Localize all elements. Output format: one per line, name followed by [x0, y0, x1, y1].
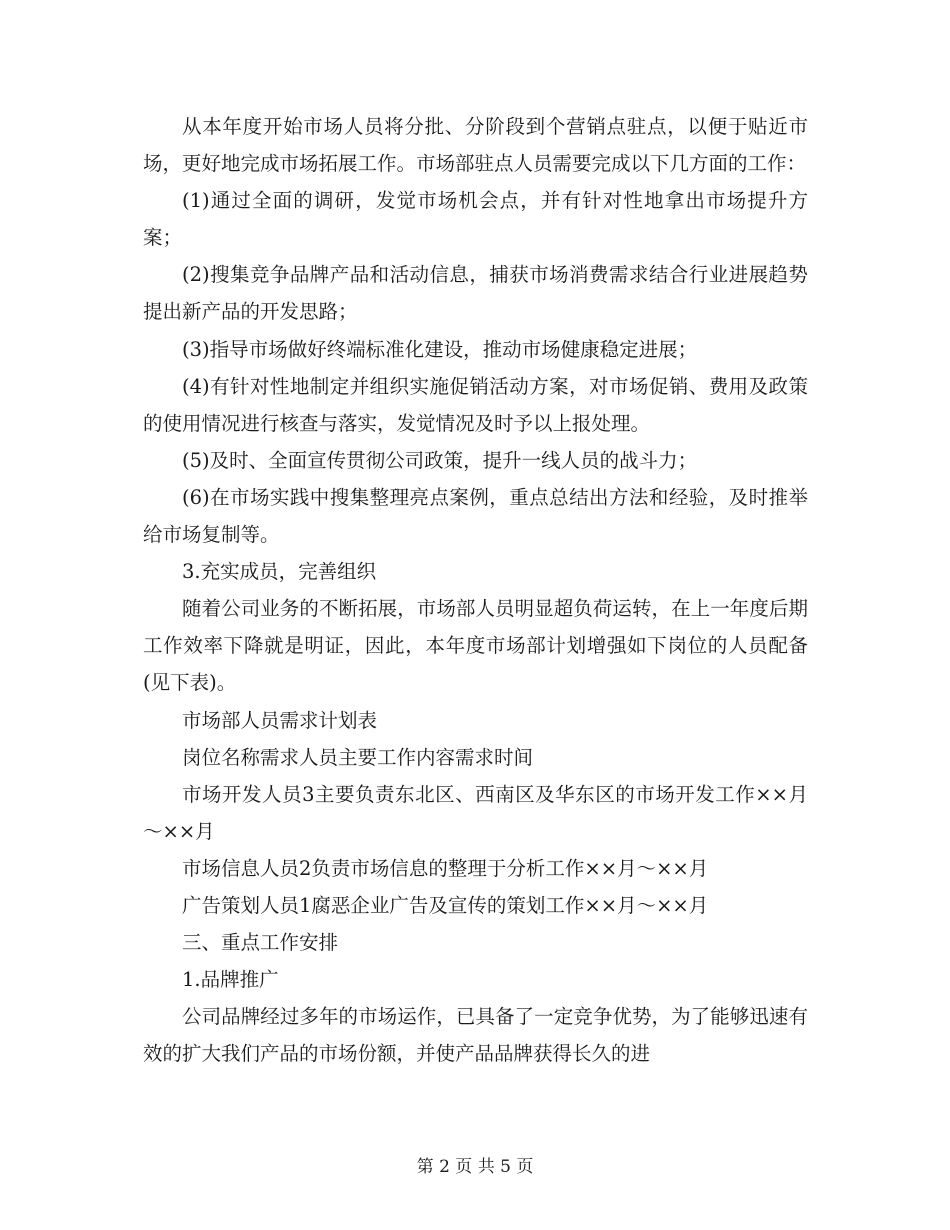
- table-row-market-development: 市场开发人员3主要负责东北区、西南区及华东区的市场开发工作××月～××月: [143, 782, 808, 843]
- paragraph-task-1: (1)通过全面的调研，发觉市场机会点，并有针对性地拿出市场提升方案；: [143, 189, 808, 250]
- paragraph-task-2: (2)搜集竞争品牌产品和活动信息，捕获市场消费需求结合行业进展趋势提出新产品的开发思路；: [143, 263, 808, 324]
- section-heading-staffing: 3.充实成员，完善组织: [182, 560, 377, 584]
- paragraph-task-3: (3)指导市场做好终端标准化建设，推动市场健康稳定进展；: [182, 337, 698, 361]
- document-body: [143, 108, 808, 1072]
- table-row-ad-planning: 广告策划人员1腐恶企业广告及宣传的策划工作××月～××月: [182, 893, 709, 917]
- section-heading-key-work: 三、重点工作安排: [182, 931, 339, 955]
- paragraph-task-6: (6)在市场实践中搜集整理亮点案例，重点总结出方法和经验，及时推举给市场复制等。: [143, 485, 808, 547]
- table-header-row: 岗位名称需求人员主要工作内容需求时间: [182, 745, 534, 769]
- subsection-heading-brand: 1.品牌推广: [182, 968, 279, 992]
- page-number-footer: 第 2 页 共 5 页: [416, 1157, 534, 1177]
- paragraph-brand: 公司品牌经过多年的市场运作，已具备了一定竞争优势，为了能够迅速有效的扩大我们产品的市场份额，并使产品品牌获得长久的进: [143, 1005, 808, 1066]
- paragraph-staffing: 随着公司业务的不断拓展，市场部人员明显超负荷运转，在上一年度后期工作效率下降就是明证，因此，本年度市场部计划增强如下岗位的人员配备(见下表)。: [143, 597, 808, 695]
- paragraph-station-intro: 从本年度开始市场人员将分批、分阶段到个营销点驻点，以便于贴近市场，更好地完成市场拓展工作。市场部驻点人员需要完成以下几方面的工作：: [143, 115, 808, 176]
- paragraph-task-5: (5)及时、全面宣传贯彻公司政策，提升一线人员的战斗力；: [182, 448, 698, 472]
- table-title: 市场部人员需求计划表: [182, 708, 378, 732]
- table-row-market-information: 市场信息人员2负责市场信息的整理于分析工作××月～××月: [182, 856, 709, 880]
- paragraph-task-4: (4)有针对性地制定并组织实施促销活动方案，对市场促销、费用及政策的使用情况进行核查与落实，发觉情况及时予以上报处理。: [143, 374, 808, 435]
